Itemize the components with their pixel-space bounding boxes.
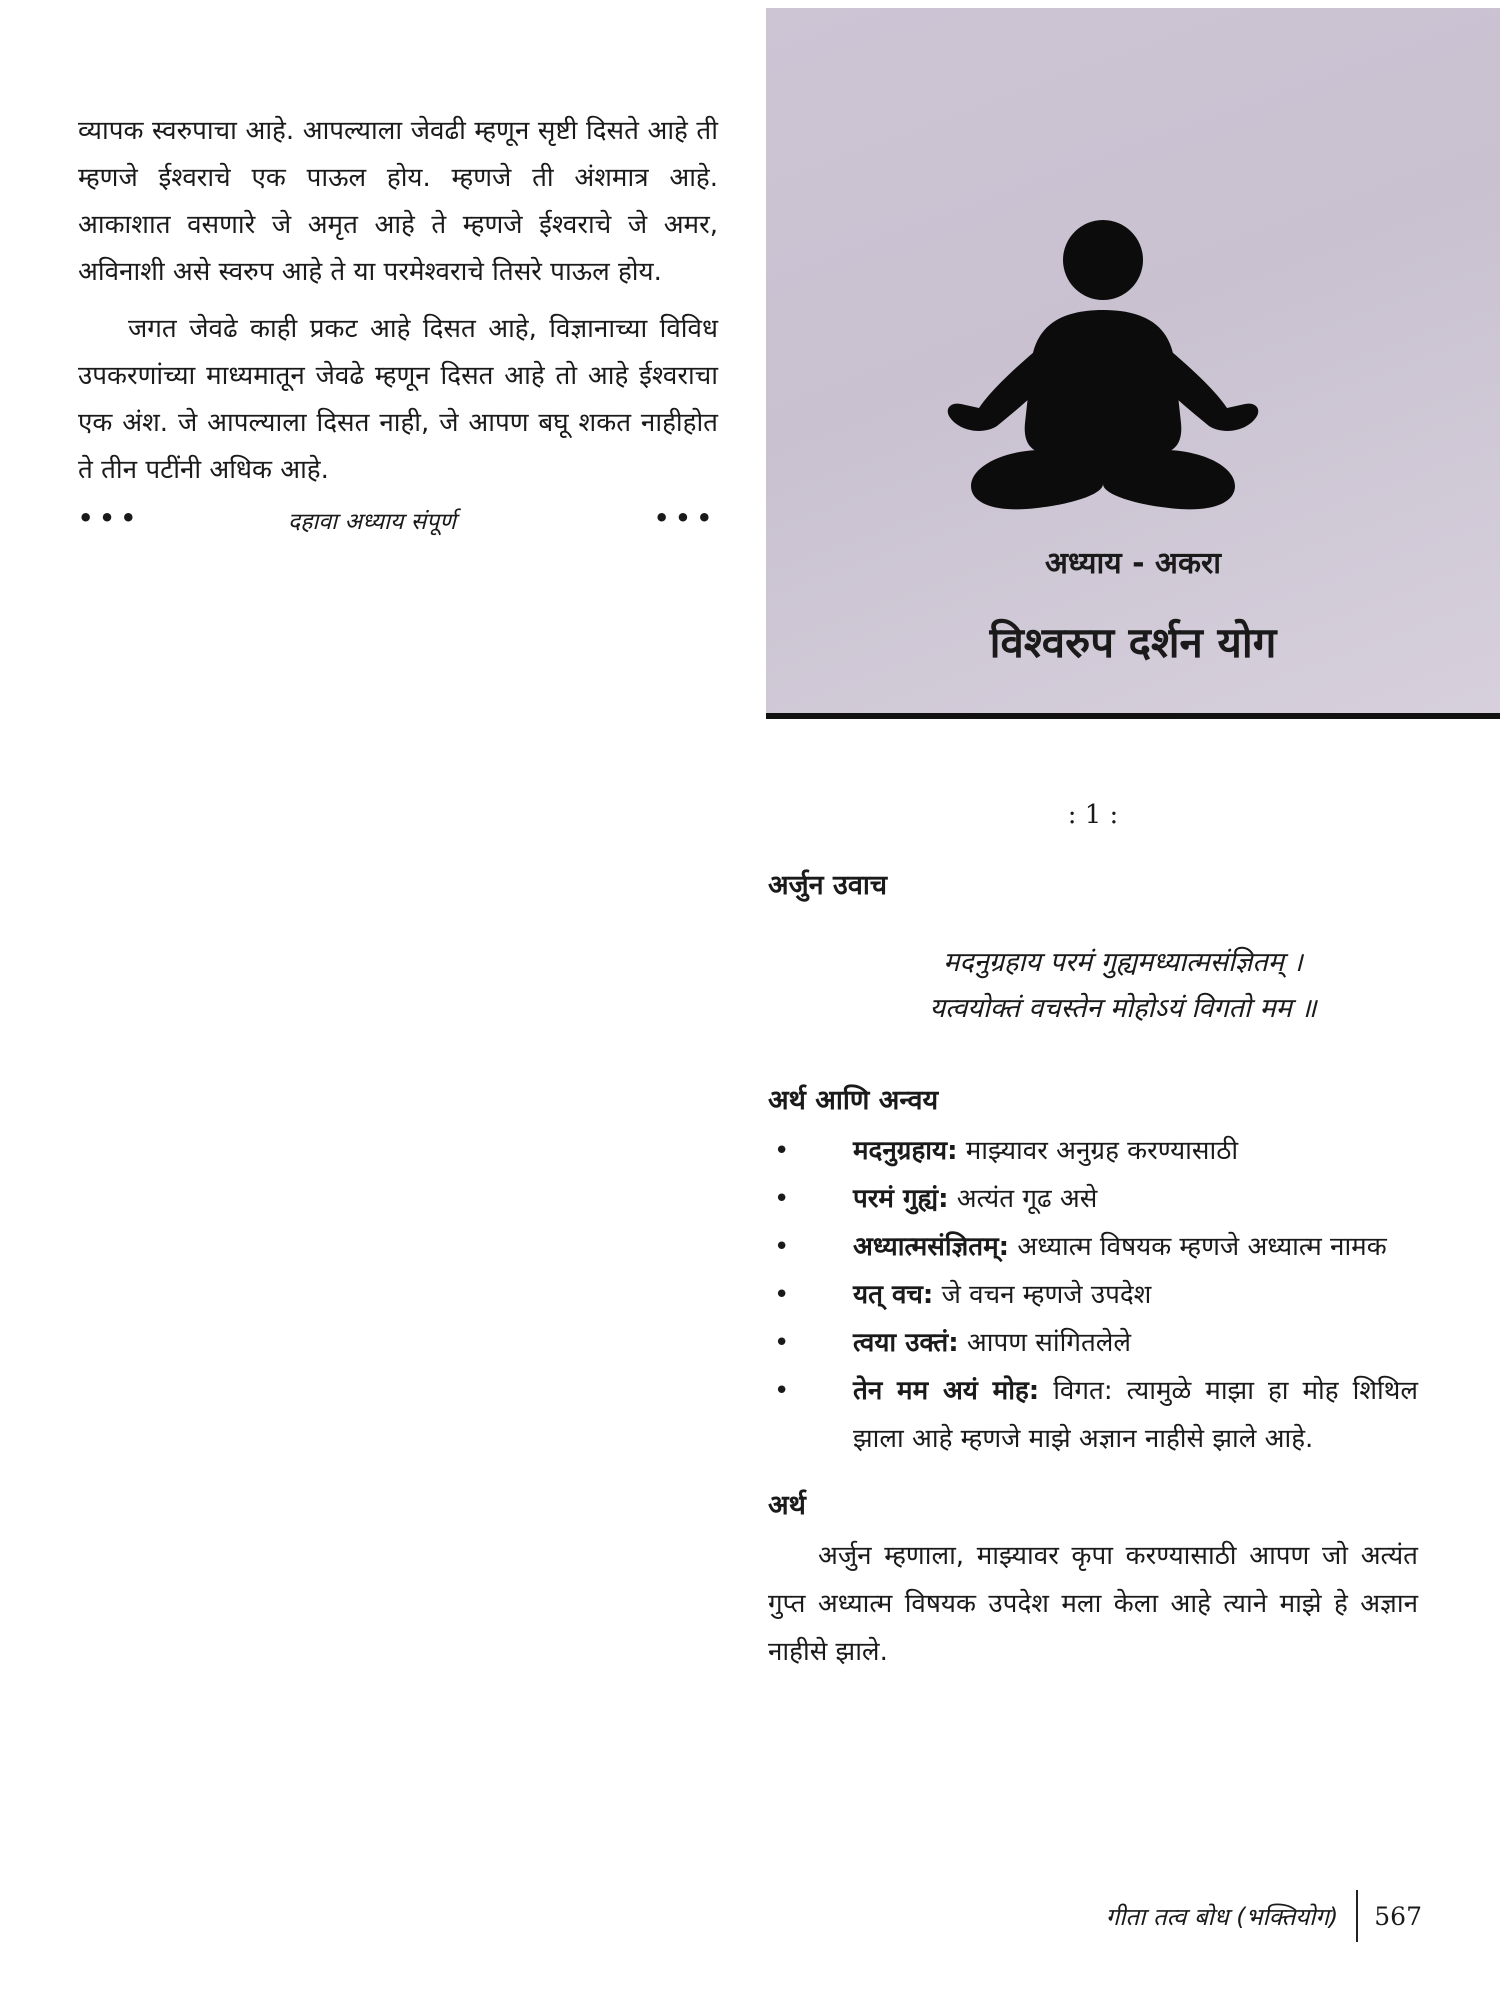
left-column bbox=[78, 108, 718, 554]
chapter-end-text: दहावा अध्याय संपूर्ण bbox=[288, 509, 456, 535]
gloss-meaning: विगत: त्यामुळे माझा हा मोह शिथिल झाला आहे म्हणजे माझे अज्ञान नाहीसे झाले आहे. bbox=[853, 1376, 1418, 1454]
gloss-term: परमं गुह्यं: bbox=[853, 1184, 949, 1214]
gloss-term: यत् वच: bbox=[853, 1280, 934, 1310]
chapter-title: विश्वरुप दर्शन योग bbox=[989, 618, 1277, 667]
speaker-heading: अर्जुन उवाच bbox=[768, 870, 887, 901]
gloss-meaning: अत्यंत गूढ असे bbox=[956, 1184, 1098, 1214]
verse-line-1: मदनुग्रहाय परमं गुह्यमध्यात्मसंज्ञितम् । bbox=[943, 947, 1303, 978]
right-column bbox=[768, 800, 1418, 1676]
gloss-list bbox=[768, 1127, 1418, 1463]
meditation-figure-icon bbox=[933, 218, 1273, 518]
page-number: 567 bbox=[1374, 1901, 1422, 1931]
page-footer bbox=[1106, 1890, 1422, 1942]
paragraph-2: जगत जेवढे काही प्रकट आहे दिसत आहे, विज्ञानाच्या विविध उपकरणांच्या माध्यमातून जेवढे म्हणून दिसत आहे तो आहे ईश्वराचा एक अंश. जे आपल्याला दिसत नाही, जे आपण बघू शकत नाहीहोत ते तीन पटींनी अधिक आहे. bbox=[78, 314, 718, 485]
chapter-header-box bbox=[766, 8, 1500, 719]
verse-block bbox=[768, 940, 1418, 1032]
verse-line-2: यत्वयोक्तं वचस्तेन मोहोऽयं विगतो मम ॥ bbox=[929, 993, 1317, 1024]
footer-book-title: गीता तत्व बोध (भक्तियोग) bbox=[1105, 1902, 1339, 1931]
gloss-item bbox=[768, 1271, 1418, 1319]
gloss-item bbox=[768, 1367, 1418, 1463]
gloss-term: मदनुग्रहाय: bbox=[853, 1136, 958, 1166]
paragraph-1: व्यापक स्वरुपाचा आहे. आपल्याला जेवढी म्हणून सृष्टी दिसते आहे ती म्हणजे ईश्वराचे एक पाऊल होय. म्हणजे ती अंशमात्र आहे. आकाशात वसणारे जे अमृत आहे ते म्हणजे ईश्वराचे जे अमर, अविनाशी असे स्वरुप आहे ते या परमेश्वराचे तिसरे पाऊल होय. bbox=[78, 116, 718, 287]
gloss-item bbox=[768, 1127, 1418, 1175]
meaning-paragraph: अर्जुन म्हणाला, माझ्यावर कृपा करण्यासाठी आपण जो अत्यंत गुप्त अध्यात्म विषयक उपदेश मला केला आहे त्याने माझे हे अज्ञान नाहीसे झाले. bbox=[768, 1541, 1418, 1667]
gloss-term: अध्यात्मसंज्ञितम्: bbox=[853, 1232, 1010, 1262]
chapter-end-row bbox=[78, 504, 718, 554]
gloss-meaning: अध्यात्म विषयक म्हणजे अध्यात्म नामक bbox=[1017, 1232, 1387, 1262]
chapter-number: अध्याय - अकरा bbox=[1044, 546, 1222, 581]
footer-divider bbox=[1356, 1890, 1358, 1942]
gloss-item bbox=[768, 1319, 1418, 1367]
meaning-heading: अर्थ bbox=[768, 1490, 806, 1521]
gloss-term: त्वया उक्तं: bbox=[853, 1328, 959, 1358]
end-dots-left: ••• bbox=[78, 504, 143, 532]
gloss-heading: अर्थ आणि अन्वय bbox=[768, 1085, 939, 1116]
gloss-term: तेन मम अयं मोह: bbox=[853, 1376, 1040, 1406]
gloss-item bbox=[768, 1223, 1418, 1271]
end-dots-right: ••• bbox=[653, 504, 718, 532]
verse-number: : 1 : bbox=[1067, 800, 1119, 830]
gloss-meaning: माझ्यावर अनुग्रह करण्यासाठी bbox=[965, 1136, 1239, 1166]
gloss-meaning: आपण सांगितलेले bbox=[966, 1328, 1132, 1358]
gloss-meaning: जे वचन म्हणजे उपदेश bbox=[941, 1280, 1152, 1310]
gloss-item bbox=[768, 1175, 1418, 1223]
